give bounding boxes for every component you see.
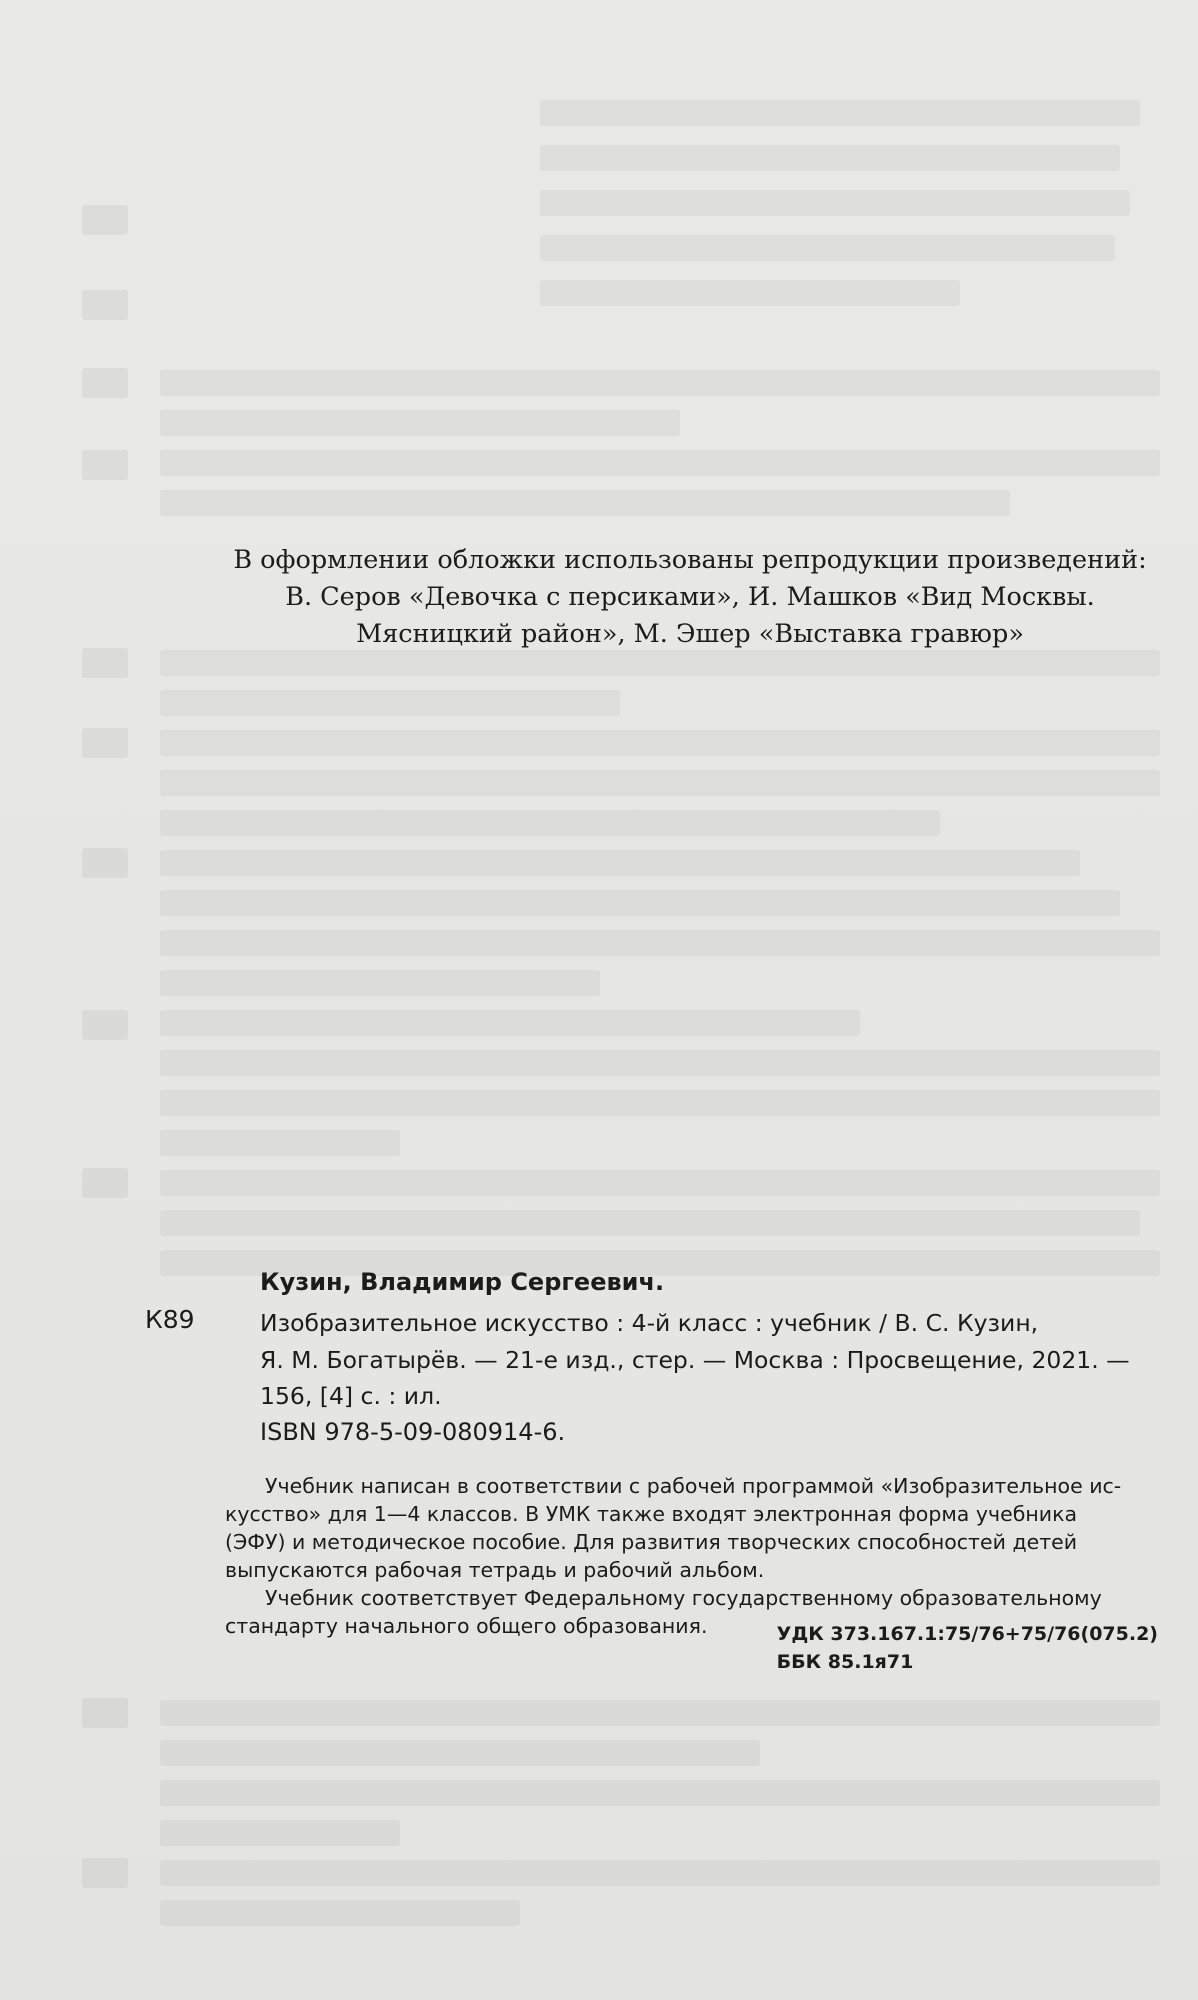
ghost-text xyxy=(540,280,960,306)
ghost-text xyxy=(160,650,1160,676)
ghost-text xyxy=(82,728,128,758)
ghost-text xyxy=(160,1170,1160,1196)
credits-line: В оформлении обложки использованы репродукции произведений: xyxy=(233,545,1147,575)
ghost-text xyxy=(160,450,1160,476)
annotation-line: (ЭФУ) и методическое пособие. Для развития творческих способностей детей xyxy=(225,1530,1078,1554)
standard-line: стандарту начального общего образования. xyxy=(225,1614,708,1638)
ghost-text xyxy=(82,290,128,320)
ghost-text xyxy=(160,1130,400,1156)
ghost-text xyxy=(160,930,1160,956)
ghost-text xyxy=(160,850,1080,876)
annotation-line: выпускаются рабочая тетрадь и рабочий альбом. xyxy=(225,1558,765,1582)
ghost-text xyxy=(160,1860,1160,1886)
ghost-text xyxy=(160,410,680,436)
ghost-text xyxy=(82,848,128,878)
ghost-text xyxy=(160,370,1160,396)
ghost-text xyxy=(82,205,128,235)
ghost-text xyxy=(160,810,940,836)
bibliographic-description xyxy=(260,1305,1175,1415)
ghost-text xyxy=(82,1698,128,1728)
cover-credits xyxy=(200,542,1180,653)
ghost-text xyxy=(160,1050,1160,1076)
ghost-text xyxy=(160,1090,1160,1116)
ghost-text xyxy=(160,1210,1140,1236)
ghost-text xyxy=(160,890,1120,916)
ghost-text xyxy=(160,1700,1160,1726)
ghost-text xyxy=(160,1820,400,1846)
ghost-text xyxy=(160,1740,760,1766)
ghost-text xyxy=(160,1780,1160,1806)
udk-code: УДК 373.167.1:75/76+75/76(075.2) xyxy=(776,1623,1158,1645)
author-code: К89 xyxy=(145,1305,195,1334)
ghost-text xyxy=(82,450,128,480)
classification-codes xyxy=(777,1620,1158,1676)
ghost-text xyxy=(160,770,1160,796)
ghost-text xyxy=(540,145,1120,171)
ghost-text xyxy=(82,648,128,678)
ghost-text xyxy=(540,190,1130,216)
credits-line: В. Серов «Девочка с персиками», И. Машков «Вид Москвы. xyxy=(285,582,1095,612)
ghost-text xyxy=(160,970,600,996)
standard-line: Учебник соответствует Федеральному государственному образовательному xyxy=(265,1586,1102,1610)
ghost-text xyxy=(82,1168,128,1198)
author-heading: Кузин, Владимир Сергеевич. xyxy=(260,1268,665,1296)
ghost-text xyxy=(160,730,1160,756)
credits-line: Мясницкий район», М. Эшер «Выставка гравюр» xyxy=(356,619,1024,649)
annotation-line: кусство» для 1—4 классов. В УМК также входят электронная форма учебника xyxy=(225,1502,1078,1526)
ghost-text xyxy=(540,100,1140,126)
ghost-text xyxy=(160,690,620,716)
ghost-text xyxy=(82,368,128,398)
ghost-text xyxy=(82,1010,128,1040)
ghost-text xyxy=(82,1858,128,1888)
annotation-line: Учебник написан в соответствии с рабочей программой «Изобразительное ис- xyxy=(265,1474,1122,1498)
description-line: 156, [4] с. : ил. xyxy=(260,1382,442,1410)
ghost-text xyxy=(160,490,1010,516)
isbn: ISBN 978-5-09-080914-6. xyxy=(260,1418,566,1446)
annotation xyxy=(225,1472,1185,1640)
ghost-text xyxy=(160,1900,520,1926)
description-line: Я. М. Богатырёв. — 21-е изд., стер. — Москва : Просвещение, 2021. — xyxy=(260,1345,1130,1374)
ghost-text xyxy=(540,235,1115,261)
description-line: Изобразительное искусство : 4-й класс : учебник / В. С. Кузин, xyxy=(260,1309,1039,1337)
ghost-text xyxy=(160,1010,860,1036)
bbk-code: ББК 85.1я71 xyxy=(776,1651,914,1673)
